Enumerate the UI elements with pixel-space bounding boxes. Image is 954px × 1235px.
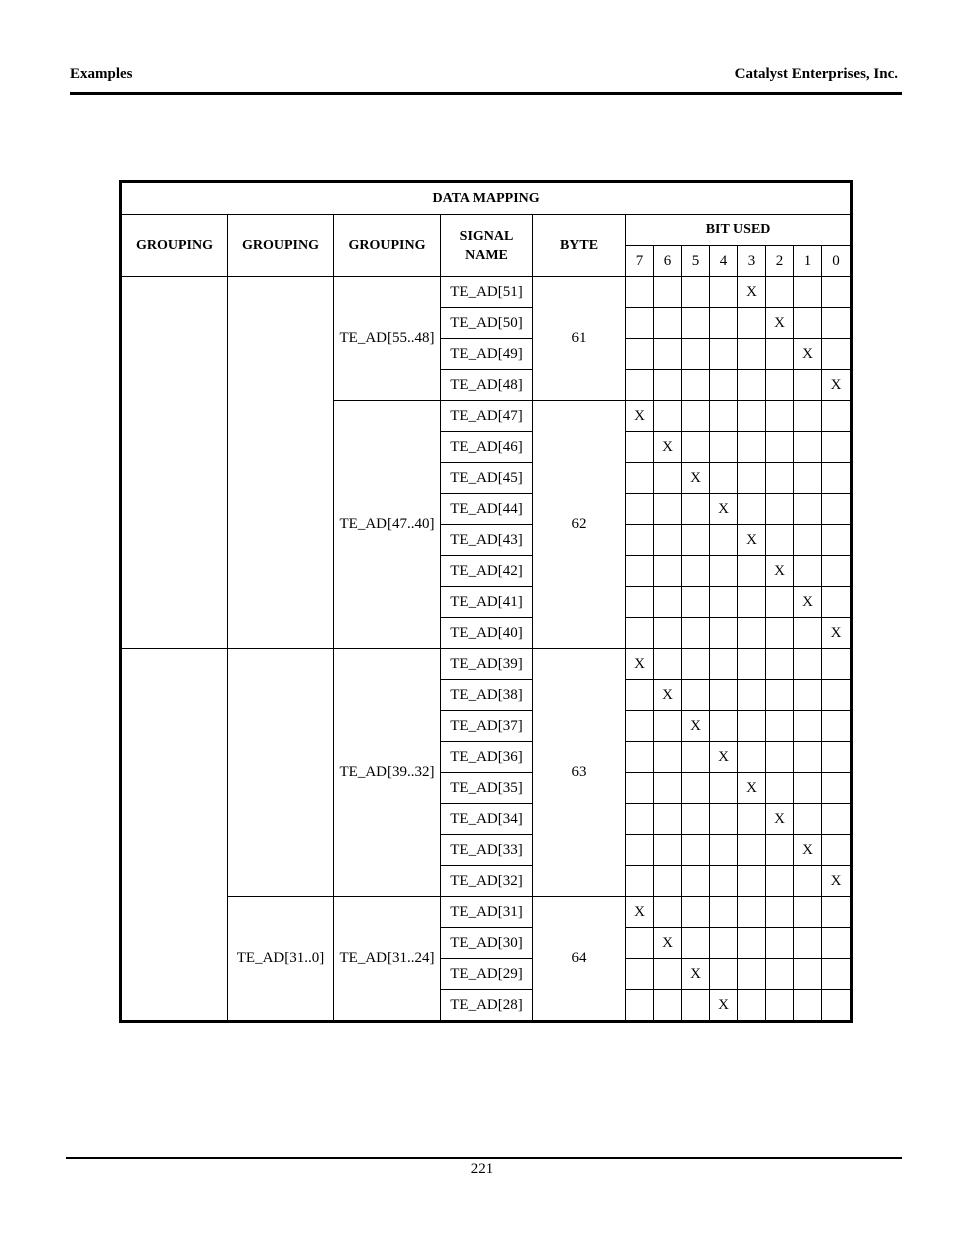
bit-1-cell	[794, 773, 822, 804]
bit-2-cell	[766, 370, 794, 401]
bit-1-cell	[794, 866, 822, 897]
bit-5-cell	[682, 339, 710, 370]
bit-5-cell	[682, 587, 710, 618]
bit-5-cell	[682, 866, 710, 897]
signal-name-cell: TE_AD[31]	[441, 897, 533, 928]
signal-name-cell: TE_AD[35]	[441, 773, 533, 804]
column-header-grouping-3: GROUPING	[334, 215, 441, 277]
bit-7-cell	[626, 308, 654, 339]
bit-1-cell	[794, 711, 822, 742]
bit-4-cell	[710, 370, 738, 401]
bit-header-2: 2	[766, 246, 794, 277]
grouping-3-cell: TE_AD[39..32]	[334, 649, 441, 897]
bit-6-cell	[654, 773, 682, 804]
bit-2-cell: X	[766, 308, 794, 339]
bit-5-cell	[682, 742, 710, 773]
signal-name-cell: TE_AD[37]	[441, 711, 533, 742]
bit-1-cell	[794, 463, 822, 494]
bit-0-cell	[822, 928, 852, 959]
bit-6-cell	[654, 494, 682, 525]
header-rule	[70, 92, 902, 95]
bit-0-cell	[822, 773, 852, 804]
bit-4-cell	[710, 525, 738, 556]
bit-5-cell: X	[682, 959, 710, 990]
bit-3-cell	[738, 308, 766, 339]
bit-5-cell	[682, 990, 710, 1022]
signal-name-cell: TE_AD[47]	[441, 401, 533, 432]
bit-0-cell	[822, 587, 852, 618]
bit-6-cell	[654, 308, 682, 339]
bit-header-3: 3	[738, 246, 766, 277]
page-number: 221	[470, 1161, 494, 1177]
bit-4-cell	[710, 463, 738, 494]
bit-6-cell	[654, 649, 682, 680]
bit-1-cell	[794, 680, 822, 711]
bit-2-cell	[766, 463, 794, 494]
bit-5-cell: X	[682, 463, 710, 494]
bit-6-cell	[654, 711, 682, 742]
bit-2-cell	[766, 525, 794, 556]
signal-name-cell: TE_AD[51]	[441, 277, 533, 308]
bit-0-cell	[822, 990, 852, 1022]
bit-3-cell	[738, 680, 766, 711]
byte-cell: 62	[533, 401, 626, 649]
bit-4-cell: X	[710, 742, 738, 773]
grouping-2-cell: TE_AD[31..0]	[228, 897, 334, 1022]
bit-7-cell	[626, 804, 654, 835]
bit-7-cell: X	[626, 649, 654, 680]
bit-7-cell	[626, 525, 654, 556]
table-row	[121, 649, 852, 680]
bit-5-cell	[682, 649, 710, 680]
bit-3-cell	[738, 618, 766, 649]
bit-2-cell	[766, 897, 794, 928]
bit-3-cell	[738, 494, 766, 525]
bit-6-cell	[654, 463, 682, 494]
bit-3-cell: X	[738, 277, 766, 308]
bit-0-cell	[822, 339, 852, 370]
column-header-grouping-1: GROUPING	[121, 215, 228, 277]
bit-1-cell	[794, 649, 822, 680]
bit-2-cell: X	[766, 804, 794, 835]
signal-name-cell: TE_AD[30]	[441, 928, 533, 959]
bit-2-cell	[766, 587, 794, 618]
bit-2-cell	[766, 928, 794, 959]
bit-7-cell	[626, 463, 654, 494]
bit-0-cell	[822, 525, 852, 556]
bit-1-cell: X	[794, 835, 822, 866]
bit-1-cell	[794, 990, 822, 1022]
grouping-1-cell	[121, 649, 228, 1022]
bit-7-cell	[626, 370, 654, 401]
bit-header-7: 7	[626, 246, 654, 277]
bit-4-cell	[710, 649, 738, 680]
bit-3-cell: X	[738, 773, 766, 804]
bit-0-cell: X	[822, 866, 852, 897]
bit-2-cell	[766, 773, 794, 804]
bit-4-cell	[710, 835, 738, 866]
column-header-signal-name: SIGNAL NAME	[441, 215, 533, 277]
bit-0-cell: X	[822, 618, 852, 649]
bit-2-cell	[766, 680, 794, 711]
signal-name-cell: TE_AD[39]	[441, 649, 533, 680]
signal-name-cell: TE_AD[50]	[441, 308, 533, 339]
bit-6-cell: X	[654, 928, 682, 959]
bit-3-cell	[738, 835, 766, 866]
bit-2-cell	[766, 277, 794, 308]
signal-name-cell: TE_AD[48]	[441, 370, 533, 401]
signal-name-cell: TE_AD[46]	[441, 432, 533, 463]
bit-5-cell	[682, 773, 710, 804]
bit-7-cell	[626, 866, 654, 897]
data-mapping-table	[119, 180, 853, 1023]
bit-5-cell	[682, 308, 710, 339]
bit-6-cell	[654, 525, 682, 556]
bit-2-cell	[766, 866, 794, 897]
bit-0-cell	[822, 835, 852, 866]
bit-5-cell	[682, 432, 710, 463]
bit-4-cell	[710, 618, 738, 649]
signal-name-cell: TE_AD[36]	[441, 742, 533, 773]
bit-3-cell	[738, 370, 766, 401]
bit-0-cell	[822, 401, 852, 432]
signal-name-cell: TE_AD[41]	[441, 587, 533, 618]
bit-2-cell: X	[766, 556, 794, 587]
bit-6-cell	[654, 587, 682, 618]
bit-4-cell	[710, 928, 738, 959]
bit-0-cell	[822, 649, 852, 680]
byte-cell: 63	[533, 649, 626, 897]
grouping-2-cell	[228, 649, 334, 897]
bit-7-cell	[626, 277, 654, 308]
bit-0-cell	[822, 742, 852, 773]
bit-7-cell	[626, 556, 654, 587]
bit-2-cell	[766, 618, 794, 649]
bit-3-cell	[738, 463, 766, 494]
signal-name-cell: TE_AD[33]	[441, 835, 533, 866]
grouping-1-cell	[121, 277, 228, 649]
bit-4-cell	[710, 277, 738, 308]
footer-rule	[66, 1157, 902, 1159]
table-row	[121, 277, 852, 308]
bit-4-cell	[710, 959, 738, 990]
bit-1-cell: X	[794, 339, 822, 370]
bit-6-cell	[654, 804, 682, 835]
bit-3-cell	[738, 804, 766, 835]
bit-1-cell	[794, 277, 822, 308]
bit-3-cell	[738, 401, 766, 432]
bit-1-cell: X	[794, 587, 822, 618]
bit-7-cell	[626, 680, 654, 711]
bit-6-cell	[654, 370, 682, 401]
bit-0-cell	[822, 897, 852, 928]
bit-3-cell	[738, 866, 766, 897]
bit-2-cell	[766, 432, 794, 463]
bit-1-cell	[794, 897, 822, 928]
bit-5-cell	[682, 525, 710, 556]
bit-7-cell: X	[626, 897, 654, 928]
bit-2-cell	[766, 990, 794, 1022]
signal-name-cell: TE_AD[38]	[441, 680, 533, 711]
signal-name-cell: TE_AD[42]	[441, 556, 533, 587]
bit-4-cell	[710, 680, 738, 711]
bit-header-6: 6	[654, 246, 682, 277]
bit-7-cell	[626, 587, 654, 618]
bit-5-cell	[682, 680, 710, 711]
bit-2-cell	[766, 711, 794, 742]
bit-6-cell	[654, 401, 682, 432]
bit-1-cell	[794, 618, 822, 649]
bit-7-cell	[626, 339, 654, 370]
bit-2-cell	[766, 742, 794, 773]
bit-1-cell	[794, 742, 822, 773]
bit-4-cell	[710, 556, 738, 587]
bit-7-cell	[626, 835, 654, 866]
bit-5-cell	[682, 835, 710, 866]
bit-5-cell	[682, 618, 710, 649]
column-header-byte: BYTE	[533, 215, 626, 277]
bit-1-cell	[794, 525, 822, 556]
bit-1-cell	[794, 401, 822, 432]
bit-2-cell	[766, 339, 794, 370]
bit-3-cell: X	[738, 525, 766, 556]
bit-0-cell: X	[822, 370, 852, 401]
bit-6-cell	[654, 990, 682, 1022]
column-header-grouping-2: GROUPING	[228, 215, 334, 277]
bit-3-cell	[738, 556, 766, 587]
bit-4-cell	[710, 432, 738, 463]
bit-0-cell	[822, 277, 852, 308]
signal-name-cell: TE_AD[45]	[441, 463, 533, 494]
bit-7-cell: X	[626, 401, 654, 432]
bit-5-cell	[682, 804, 710, 835]
bit-0-cell	[822, 680, 852, 711]
bit-2-cell	[766, 959, 794, 990]
signal-name-cell: TE_AD[49]	[441, 339, 533, 370]
bit-4-cell	[710, 308, 738, 339]
bit-1-cell	[794, 432, 822, 463]
signal-name-cell: TE_AD[43]	[441, 525, 533, 556]
bit-6-cell: X	[654, 680, 682, 711]
bit-4-cell	[710, 401, 738, 432]
bit-2-cell	[766, 494, 794, 525]
bit-1-cell	[794, 370, 822, 401]
bit-4-cell: X	[710, 990, 738, 1022]
bit-0-cell	[822, 556, 852, 587]
bit-7-cell	[626, 432, 654, 463]
bit-6-cell	[654, 835, 682, 866]
bit-1-cell	[794, 556, 822, 587]
header-section-title: Examples	[70, 66, 133, 82]
bit-1-cell	[794, 959, 822, 990]
bit-7-cell	[626, 928, 654, 959]
bit-header-1: 1	[794, 246, 822, 277]
bit-1-cell	[794, 804, 822, 835]
bit-0-cell	[822, 463, 852, 494]
bit-3-cell	[738, 742, 766, 773]
signal-name-cell: TE_AD[28]	[441, 990, 533, 1022]
bit-3-cell	[738, 339, 766, 370]
bit-header-5: 5	[682, 246, 710, 277]
grouping-2-cell	[228, 277, 334, 649]
bit-5-cell	[682, 277, 710, 308]
bit-6-cell	[654, 897, 682, 928]
bit-0-cell	[822, 308, 852, 339]
bit-5-cell: X	[682, 711, 710, 742]
bit-6-cell	[654, 339, 682, 370]
bit-header-4: 4	[710, 246, 738, 277]
bit-3-cell	[738, 432, 766, 463]
bit-1-cell	[794, 308, 822, 339]
bit-4-cell	[710, 897, 738, 928]
bit-6-cell	[654, 742, 682, 773]
bit-3-cell	[738, 587, 766, 618]
bit-5-cell	[682, 556, 710, 587]
bit-3-cell	[738, 928, 766, 959]
bit-2-cell	[766, 649, 794, 680]
bit-7-cell	[626, 494, 654, 525]
header-company-name: Catalyst Enterprises, Inc.	[734, 66, 898, 82]
signal-name-cell: TE_AD[40]	[441, 618, 533, 649]
bit-5-cell	[682, 370, 710, 401]
grouping-3-cell: TE_AD[31..24]	[334, 897, 441, 1022]
bit-0-cell	[822, 711, 852, 742]
bit-7-cell	[626, 711, 654, 742]
bit-3-cell	[738, 990, 766, 1022]
bit-2-cell	[766, 835, 794, 866]
bit-7-cell	[626, 990, 654, 1022]
column-header-bit-used: BIT USED	[626, 215, 852, 246]
table-row	[121, 897, 852, 928]
bit-4-cell	[710, 711, 738, 742]
bit-4-cell: X	[710, 494, 738, 525]
bit-4-cell	[710, 339, 738, 370]
bit-7-cell	[626, 742, 654, 773]
bit-5-cell	[682, 897, 710, 928]
bit-5-cell	[682, 494, 710, 525]
bit-1-cell	[794, 928, 822, 959]
bit-6-cell	[654, 959, 682, 990]
bit-7-cell	[626, 618, 654, 649]
signal-name-cell: TE_AD[32]	[441, 866, 533, 897]
bit-6-cell	[654, 277, 682, 308]
bit-6-cell	[654, 866, 682, 897]
bit-4-cell	[710, 773, 738, 804]
bit-0-cell	[822, 959, 852, 990]
bit-3-cell	[738, 711, 766, 742]
bit-6-cell	[654, 556, 682, 587]
bit-header-0: 0	[822, 246, 852, 277]
bit-4-cell	[710, 587, 738, 618]
bit-3-cell	[738, 897, 766, 928]
bit-6-cell	[654, 618, 682, 649]
bit-3-cell	[738, 649, 766, 680]
bit-1-cell	[794, 494, 822, 525]
bit-7-cell	[626, 773, 654, 804]
bit-0-cell	[822, 804, 852, 835]
bit-2-cell	[766, 401, 794, 432]
byte-cell: 64	[533, 897, 626, 1022]
table-title: DATA MAPPING	[121, 182, 852, 215]
bit-6-cell: X	[654, 432, 682, 463]
bit-4-cell	[710, 866, 738, 897]
signal-name-cell: TE_AD[34]	[441, 804, 533, 835]
bit-7-cell	[626, 959, 654, 990]
bit-0-cell	[822, 494, 852, 525]
signal-name-cell: TE_AD[29]	[441, 959, 533, 990]
grouping-3-cell: TE_AD[55..48]	[334, 277, 441, 401]
bit-0-cell	[822, 432, 852, 463]
bit-4-cell	[710, 804, 738, 835]
bit-3-cell	[738, 959, 766, 990]
byte-cell: 61	[533, 277, 626, 401]
bit-5-cell	[682, 401, 710, 432]
grouping-3-cell: TE_AD[47..40]	[334, 401, 441, 649]
bit-5-cell	[682, 928, 710, 959]
signal-name-cell: TE_AD[44]	[441, 494, 533, 525]
